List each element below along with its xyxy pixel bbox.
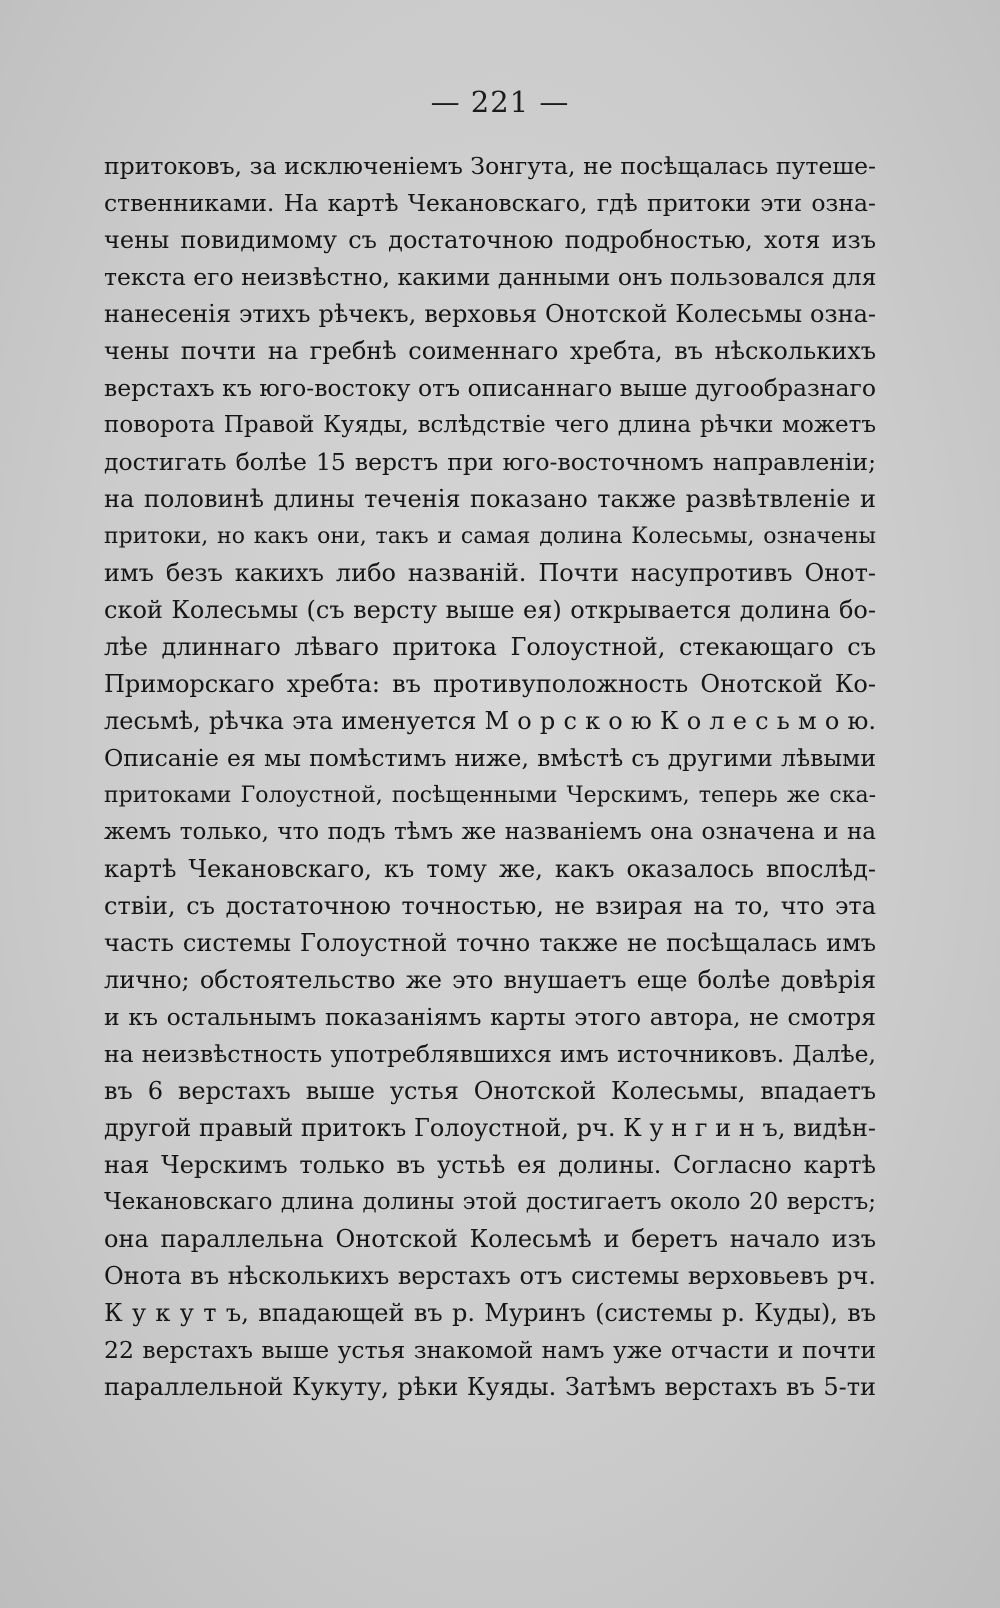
text-line: жемъ только, что подъ тѣмъ же названіемъ она означена и на (104, 819, 876, 845)
text-line: притоки, но какъ они, такъ и самая долина Колесьмы, означены (104, 524, 876, 549)
text-line: на неизвѣстность употреблявшихся имъ источниковъ. Далѣе, (104, 1040, 876, 1068)
text-line: чены повидимому съ достаточною подробностью, хотя изъ (104, 226, 876, 254)
text-line: лично; обстоятельство же это внушаетъ еще болѣе довѣрія (104, 966, 876, 994)
text-line: часть системы Голоустной точно также не посѣщалась имъ (104, 929, 876, 957)
text-line: поворота Правой Куяды, вслѣдствіе чего длина рѣчки можетъ (104, 412, 876, 438)
text-line: она параллельна Онотской Колесьмѣ и беретъ начало изъ (104, 1225, 876, 1253)
body-text (104, 148, 876, 1406)
text-line: К у к у т ъ, впадающей въ р. Муринъ (системы р. Куды), въ (104, 1299, 876, 1327)
text-line: Чекановскаго длина долины этой достигаетъ около 20 верстъ; (104, 1189, 876, 1215)
text-line: въ 6 верстахъ выше устья Онотской Колесьмы, впадаетъ (104, 1077, 876, 1105)
text-line: ная Черскимъ только въ устьѣ ея долины. Согласно картѣ (104, 1151, 876, 1179)
text-line: нанесенія этихъ рѣчекъ, верховья Онотской Колесьмы озна- (104, 300, 876, 328)
text-line: верстахъ къ юго-востоку отъ описаннаго выше дугообразнаго (104, 374, 876, 402)
text-line: текста его неизвѣстно, какими данными онъ пользовался для (104, 263, 876, 291)
text-line: достигать болѣе 15 верстъ при юго-восточномъ направленіи; (104, 448, 876, 476)
text-line: Онота въ нѣсколькихъ верстахъ отъ системы верховьевъ рч. (104, 1262, 876, 1290)
text-line: на половинѣ длины теченія показано также развѣтвленіе и (104, 485, 876, 513)
text-line: параллельной Кукуту, рѣки Куяды. Затѣмъ верстахъ въ 5-ти (104, 1373, 876, 1401)
text-line: чены почти на гребнѣ соименнаго хребта, въ нѣсколькихъ (104, 337, 876, 365)
text-line: Приморскаго хребта: въ противуположность Онотской Ко- (104, 670, 876, 698)
text-line: ской Колесьмы (съ версту выше ея) открывается долина бо- (104, 596, 876, 624)
text-line: лѣе длиннаго лѣваго притока Голоустной, стекающаго съ (104, 633, 876, 661)
text-line: ственниками. На картѣ Чекановскаго, гдѣ притоки эти озна- (104, 189, 876, 217)
text-line: лесьмѣ, рѣчка эта именуется М о р с к о ю К о л е с ь м о ю. (104, 707, 876, 735)
text-line: другой правый притокъ Голоустной, рч. К у н г и н ъ, видѣн- (104, 1114, 876, 1142)
text-line: притоковъ, за исключеніемъ Зонгута, не посѣщалась путеше- (104, 152, 876, 180)
text-line: притоками Голоустной, посѣщенными Черскимъ, теперь же ска- (104, 783, 876, 808)
text-line: имъ безъ какихъ либо названій. Почти насупротивъ Онот- (104, 559, 876, 587)
text-line: Описаніе ея мы помѣстимъ ниже, вмѣстѣ съ другими лѣвыми (104, 744, 876, 772)
text-line: 22 верстахъ выше устья знакомой намъ уже отчасти и почти (104, 1336, 876, 1364)
text-line: картѣ Чекановскаго, къ тому же, какъ оказалось впослѣд- (104, 855, 876, 883)
text-line: и къ остальнымъ показаніямъ карты этого автора, не смотря (104, 1003, 876, 1031)
text-line: ствіи, съ достаточною точностью, не взирая на то, что эта (104, 892, 876, 920)
page-number: — 221 — (430, 85, 570, 119)
